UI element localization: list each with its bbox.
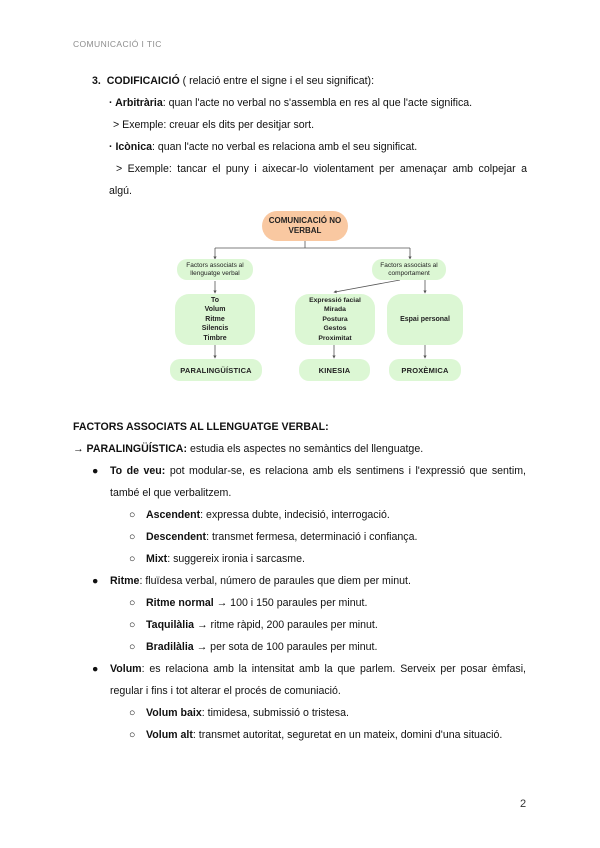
diagram-item: Ritme <box>205 315 225 323</box>
diagram-bottom-paralinguistica: PARALINGÜÍSTICA <box>170 359 262 381</box>
sub-label: Taquilàlia <box>146 619 195 631</box>
iconica-example-line1: > Exemple: tancar el puny i aixecar-lo violentament per amenaçar amb colpejar a <box>116 163 527 175</box>
diagram-middle-items <box>295 294 375 345</box>
circle-bullet-icon: ○ <box>129 509 136 521</box>
bullet-icon: ● <box>92 465 99 477</box>
arbitraria-label: · Arbitrària <box>109 97 163 109</box>
to-text-line1: pot modular-se, es relaciona amb els sentimens i l'expressió que sentim, <box>165 465 526 477</box>
volum-text-line1: : es relaciona amb la intensitat amb la que parlem. Serveix per posar èmfasi, <box>141 663 526 675</box>
sub-text: : transmet autoritat, seguretat en un mateix, domini d'una situació. <box>192 729 503 741</box>
factors-heading-text: FACTORS ASSOCIATS AL LLENGUATGE VERBAL: <box>73 421 329 433</box>
sub-text: → per sota de 100 paraules per minut. <box>193 641 378 653</box>
diagram-item: Expressió facial <box>309 296 361 304</box>
diagram-left-items <box>175 294 255 345</box>
circle-bullet-icon: ○ <box>129 619 136 631</box>
sub-text: → ritme ràpid, 200 paraules per minut. <box>194 619 378 631</box>
paralinguistica-line <box>73 442 423 456</box>
diagram-bottom-kinesia: KINESIA <box>299 359 370 381</box>
diagram-item: Gestos <box>323 325 347 333</box>
sub-text: → 100 i 150 paraules per minut. <box>213 597 368 609</box>
sub-text: : expressa dubte, indecisió, interrogació. <box>200 509 390 521</box>
circle-bullet-icon: ○ <box>129 597 136 609</box>
arbitraria-example: > Exemple: creuar els dits per desitjar sort. <box>113 119 315 131</box>
diagram-item: Timbre <box>203 334 227 342</box>
to-sub-descendent <box>146 530 417 544</box>
ritme-sub-bradilalia <box>146 640 377 654</box>
to-label: To de veu: <box>110 465 166 477</box>
diagram-root-node: COMUNICACIÓ NO VERBAL <box>262 211 348 241</box>
iconica-example-line2: algú. <box>109 185 132 197</box>
sub-text: : transmet fermesa, determinació i confiança. <box>206 531 418 543</box>
bullet-icon: ● <box>92 663 99 675</box>
circle-bullet-icon: ○ <box>129 531 136 543</box>
arbitraria-text: : quan l'acte no verbal no s'assembla en res al que l'acte significa. <box>162 97 473 109</box>
iconica-line <box>109 140 417 154</box>
diagram-right-item <box>387 294 463 345</box>
diagram-left-factor: Factors associats al llenguatge verbal <box>177 259 253 280</box>
section-title: CODIFICAICIÓ <box>106 75 180 87</box>
iconica-text: : quan l'acte no verbal es relaciona amb el seu significat. <box>151 141 418 153</box>
ritme-sub-taquilalia <box>146 618 378 632</box>
ritme-text: : fluïdesa verbal, número de paraules que diem per minut. <box>139 575 411 587</box>
circle-bullet-icon: ○ <box>129 553 136 565</box>
to-sub-mixt <box>146 552 305 566</box>
ritme-line <box>110 574 411 588</box>
circle-bullet-icon: ○ <box>129 729 136 741</box>
diagram-item: To <box>210 296 220 304</box>
paralinguistica-label: PARALINGÜÍSTICA: <box>86 443 187 455</box>
section-subtitle: ( relació entre el signe i el seu significat): <box>179 75 375 87</box>
iconica-label: · Icònica <box>109 141 152 153</box>
bullet-icon: ● <box>92 575 99 587</box>
circle-bullet-icon: ○ <box>129 641 136 653</box>
sub-text: : suggereix ironia i sarcasme. <box>167 553 305 565</box>
circle-bullet-icon: ○ <box>129 707 136 719</box>
page-number: 2 <box>520 798 527 810</box>
document-header: COMUNICACIÓ I TIC <box>73 39 162 49</box>
ritme-label: Ritme <box>110 575 140 587</box>
volum-line <box>110 662 526 676</box>
to-text-line2: també el que verbalitzem. <box>110 487 232 499</box>
diagram-item: Silencis <box>201 325 229 333</box>
paralinguistica-text: estudia els aspectes no semàntics del llenguatge. <box>187 443 424 455</box>
diagram-item: Proximitat <box>318 334 352 342</box>
sub-text: : timidesa, submissió o tristesa. <box>201 707 349 719</box>
sub-label: Volum baix <box>146 707 202 719</box>
sub-label: Ritme normal <box>146 597 214 609</box>
diagram-bottom-proxemica: PROXÈMICA <box>389 359 461 381</box>
diagram-right-factor: Factors associats al comportament <box>372 259 446 280</box>
section-3-heading <box>92 74 374 88</box>
sub-label: Bradilàlia <box>146 641 194 653</box>
diagram-item: Postura <box>322 315 348 323</box>
to-sub-ascendent <box>146 508 390 522</box>
sub-label: Mixt <box>146 553 168 565</box>
diagram-item: Volum <box>204 306 226 314</box>
sub-label: Ascendent <box>146 509 201 521</box>
volum-sub-alt <box>146 728 502 742</box>
volum-sub-baix <box>146 706 349 720</box>
arbitraria-line <box>109 96 472 110</box>
ritme-sub-normal <box>146 596 367 610</box>
factors-heading <box>73 420 329 434</box>
sub-label: Descendent <box>146 531 207 543</box>
arrow-glyph: → <box>73 443 87 455</box>
to-line <box>110 464 526 478</box>
volum-label: Volum <box>110 663 142 675</box>
diagram-item: Espai personal <box>400 315 450 323</box>
volum-text-line2: regular i fins i tot alterar el procés de comuniació. <box>110 685 341 697</box>
section-number: 3. <box>92 75 101 87</box>
diagram-item: Mirada <box>324 306 346 314</box>
sub-label: Volum alt <box>146 729 193 741</box>
